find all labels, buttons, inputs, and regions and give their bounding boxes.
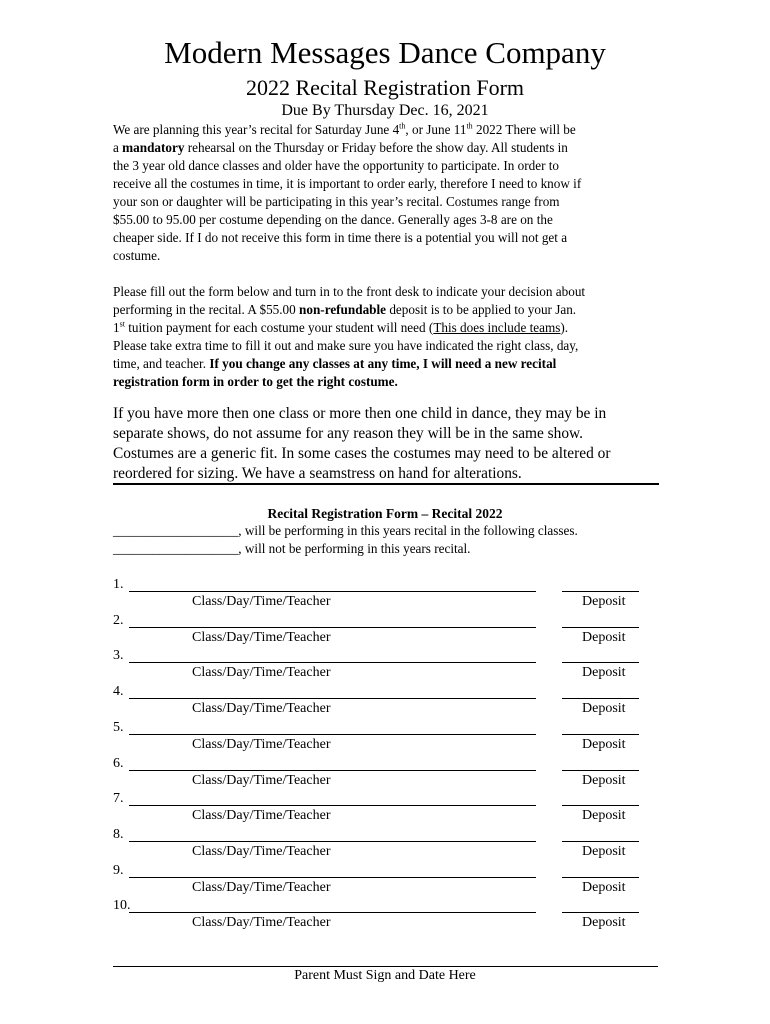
due-date: Due By Thursday Dec. 16, 2021: [281, 102, 489, 119]
intro-line: the 3 year old dance classes and older have the opportunity to participate. In order to: [113, 158, 560, 173]
teams-note: This does include teams: [433, 320, 561, 335]
deposit-entry-line[interactable]: [562, 698, 639, 699]
instructions-text: time, and teacher.: [113, 356, 210, 371]
instructions-line: Please fill out the form below and turn in to the front desk to indicate your decision about: [113, 284, 586, 299]
class-entry-line[interactable]: [129, 698, 536, 699]
intro-line: cheaper side. If I do not receive this form in time there is a potential you will not get a: [113, 230, 568, 245]
class-entry-caption: Class/Day/Time/Teacher: [192, 629, 331, 645]
ordinal-suffix: th: [399, 121, 406, 131]
intro-text: a: [113, 140, 123, 155]
instructions-line: [113, 373, 658, 391]
not-performing-statement[interactable]: ___________________, will not be performing in this years recital.: [113, 541, 471, 556]
entry-number: 1.: [113, 577, 124, 592]
deposit-entry-line[interactable]: [562, 662, 639, 663]
signature-label: Parent Must Sign and Date Here: [294, 968, 476, 983]
class-entry-line[interactable]: [129, 912, 536, 913]
change-warning: registration form in order to get the right costume.: [113, 374, 398, 389]
deposit-entry-line[interactable]: [562, 912, 639, 913]
instructions-line: [113, 319, 658, 337]
change-warning: If you change any classes at any time, I will need a new recital: [209, 356, 557, 371]
form-subtitle: 2022 Recital Registration Form: [245, 75, 525, 100]
instructions-text: 1: [113, 320, 120, 335]
deposit-caption: Deposit: [582, 736, 626, 752]
class-entry-caption: Class/Day/Time/Teacher: [192, 843, 331, 859]
deposit-caption: Deposit: [582, 843, 626, 859]
class-entry-caption: Class/Day/Time/Teacher: [192, 665, 331, 681]
class-entry-caption: Class/Day/Time/Teacher: [192, 915, 331, 931]
ordinal-suffix: st: [119, 319, 125, 329]
deposit-caption: Deposit: [582, 629, 626, 645]
notice-line: If you have more then one class or more then one child in dance, they may be in: [113, 405, 607, 422]
class-entry-caption: Class/Day/Time/Teacher: [192, 772, 331, 788]
deposit-caption: Deposit: [582, 701, 626, 717]
notice-line: separate shows, do not assume for any reason they will be in the same show.: [113, 425, 584, 442]
deposit-entry-line[interactable]: [562, 591, 639, 592]
ordinal-suffix: th: [466, 121, 473, 131]
class-entry-line[interactable]: [129, 805, 536, 806]
deposit-entry-line[interactable]: [562, 734, 639, 735]
deposit-caption: Deposit: [582, 915, 626, 931]
instructions-paragraph: [113, 283, 658, 391]
intro-text: We are planning this year’s recital for Saturday June 4: [113, 122, 400, 137]
instructions-line: [113, 355, 658, 373]
deposit-caption: Deposit: [582, 808, 626, 824]
deposit-caption: Deposit: [582, 879, 626, 895]
instructions-text: ).: [560, 320, 569, 335]
entry-number: 3.: [113, 648, 124, 664]
class-entry-line[interactable]: [129, 877, 536, 878]
entry-number: 9.: [113, 862, 124, 878]
intro-text: rehearsal on the Thursday or Friday before the show day. All students in: [184, 140, 568, 155]
class-entry-line[interactable]: [129, 734, 536, 735]
class-entry-caption: Class/Day/Time/Teacher: [192, 701, 331, 717]
intro-line: your son or daughter will be participating in this year’s recital. Costumes range from: [113, 194, 560, 209]
entry-number: 7.: [113, 791, 124, 807]
class-entry-caption: Class/Day/Time/Teacher: [192, 879, 331, 895]
deposit-entry-line[interactable]: [562, 877, 639, 878]
section-divider: [113, 483, 659, 485]
page-title: Modern Messages Dance Company: [164, 35, 606, 70]
intro-line: costume.: [113, 248, 161, 263]
intro-paragraph: [113, 121, 658, 265]
deposit-entry-line[interactable]: [562, 805, 639, 806]
entry-number: 6.: [113, 755, 124, 771]
class-entry-caption: Class/Day/Time/Teacher: [192, 808, 331, 824]
deposit-entry-line[interactable]: [562, 770, 639, 771]
intro-line: $55.00 to 95.00 per costume depending on the dance. Generally ages 3-8 are on the: [113, 212, 553, 227]
deposit-caption: Deposit: [582, 594, 626, 609]
form-title: Recital Registration Form – Recital 2022: [267, 506, 503, 521]
intro-text: , or June 11: [405, 122, 467, 137]
intro-text: 2022 There will be: [472, 122, 576, 137]
mandatory-emphasis: mandatory: [122, 140, 185, 155]
intro-line: [113, 121, 658, 139]
instructions-text: tuition payment for each costume your student will need (: [124, 320, 434, 335]
entry-number: 4.: [113, 684, 124, 700]
deposit-entry-line[interactable]: [562, 841, 639, 842]
entry-number: 5.: [113, 719, 124, 735]
deposit-caption: Deposit: [582, 772, 626, 788]
deposit-entry-line[interactable]: [562, 627, 639, 628]
instructions-text: deposit is to be applied to your Jan.: [386, 302, 577, 317]
intro-line: [113, 139, 658, 157]
performing-statement[interactable]: ___________________, will be performing in this years recital in the following classes.: [113, 523, 578, 538]
instructions-line: Please take extra time to fill it out and make sure you have indicated the right class, day,: [113, 338, 579, 353]
class-entry-line[interactable]: [129, 627, 536, 628]
notice-paragraph: [113, 404, 658, 484]
class-entry-caption: Class/Day/Time/Teacher: [192, 736, 331, 752]
non-refundable-emphasis: non-refundable: [299, 302, 387, 317]
entry-number: 10.: [113, 898, 131, 914]
class-entry-caption: Class/Day/Time/Teacher: [192, 594, 331, 609]
deposit-caption: Deposit: [582, 665, 626, 681]
instructions-line: [113, 301, 658, 319]
class-entry-line[interactable]: [129, 591, 536, 592]
class-entry-line[interactable]: [129, 841, 536, 842]
entry-number: 8.: [113, 826, 124, 842]
class-entry-line[interactable]: [129, 662, 536, 663]
intro-line: receive all the costumes in time, it is important to order early, therefore I need to know if: [113, 176, 582, 191]
instructions-text: performing in the recital. A $55.00: [113, 302, 300, 317]
notice-line: reordered for sizing. We have a seamstress on hand for alterations.: [113, 465, 522, 482]
notice-line: Costumes are a generic fit. In some cases the costumes may need to be altered or: [113, 445, 611, 462]
entry-number: 2.: [113, 612, 124, 628]
class-entry-line[interactable]: [129, 770, 536, 771]
